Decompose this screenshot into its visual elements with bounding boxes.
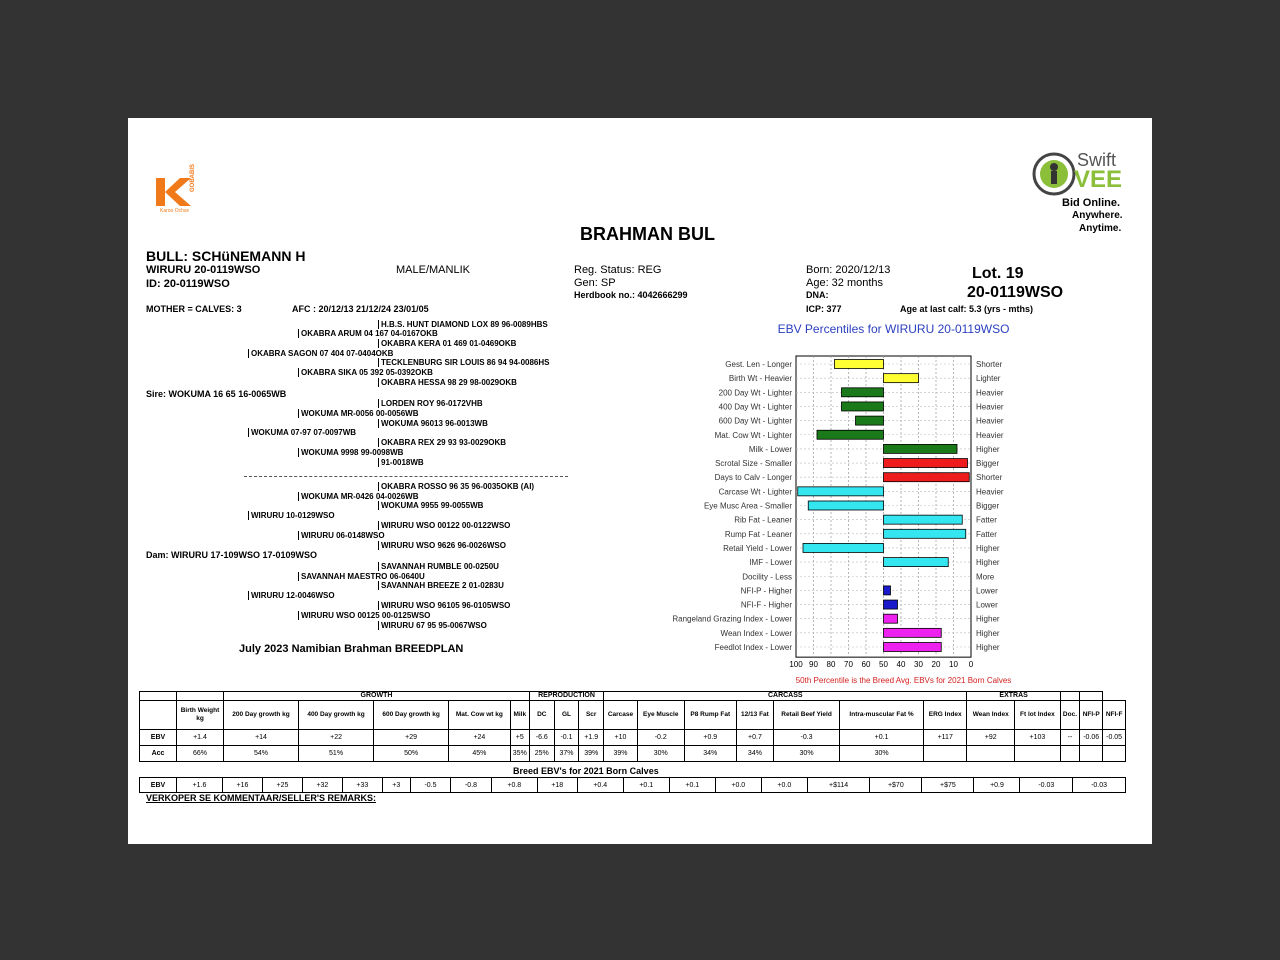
chart-tick-label: 70: [844, 660, 853, 670]
seller-remarks: VERKOPER SE KOMMENTAAR/SELLER'S REMARKS:: [146, 793, 376, 803]
pedigree-line: WIRURU WSO 9626 96-0026WSO: [378, 541, 506, 550]
chart-row-label-right: Heavier: [976, 388, 1004, 398]
chart-tick-label: 100: [789, 660, 803, 670]
group-carcass: CARCASS: [604, 692, 967, 701]
swiftvee-logo: [1032, 152, 1122, 238]
column-header: 600 Day growth kg: [374, 701, 449, 730]
chart-tick-label: 30: [914, 660, 923, 670]
chart-bar: [884, 473, 970, 482]
pedigree-line: SAVANNAH BREEZE 2 01-0283U: [378, 581, 504, 590]
lot-number: Lot. 19: [972, 265, 1024, 282]
breed-ebv-cell: +0.1: [623, 778, 669, 793]
chart-row-label-right: Heavier: [976, 416, 1004, 426]
logo-brand-side: GOBABIS: [190, 163, 196, 192]
afc: AFC : 20/12/13 21/12/24 23/01/05: [292, 304, 429, 314]
acc-cell: 25%: [529, 746, 554, 762]
pedigree-line: LORDEN ROY 96-0172VHB: [378, 399, 483, 408]
chart-row-label-right: Shorter: [976, 360, 1003, 369]
group-growth: GROWTH: [224, 692, 530, 701]
chart-row-label-left: NFI-F - Higher: [740, 600, 792, 610]
pedigree-line: OKABRA SIKA 05 392 05-0392OKB: [298, 368, 433, 377]
breed-ebv-cell: -0.5: [410, 778, 451, 793]
chart-bar: [808, 501, 883, 510]
pedigree-line: OKABRA REX 29 93 93-0029OKB: [378, 438, 506, 447]
breed-ebv-table: [139, 777, 1126, 793]
breed-ebv-cell: +$70: [870, 778, 922, 793]
dna: DNA:: [806, 290, 829, 300]
breed-ebv-cell: +$114: [807, 778, 870, 793]
ebv-percentile-chart: [628, 318, 1018, 690]
acc-cell: [1014, 746, 1060, 762]
age-last-calf: Age at last calf: 5.3 (yrs - mths): [900, 304, 1034, 314]
breed-ebv-cell: +$75: [922, 778, 974, 793]
column-header: DC: [529, 701, 554, 730]
chart-row-label-left: Milk - Lower: [748, 444, 792, 454]
acc-cell: 30%: [637, 746, 684, 762]
column-header: Carcase: [604, 701, 638, 730]
chart-row-label-left: Wean Index - Lower: [720, 628, 792, 638]
chart-tick-label: 40: [896, 660, 906, 670]
chart-row-label-left: Gest. Len - Longer: [725, 360, 792, 369]
karoo-ochse-logo: [154, 163, 204, 218]
sire: Sire: WOKUMA 16 65 16-0065WB: [146, 389, 287, 399]
chart-row-label-left: 400 Day Wt - Lighter: [718, 402, 792, 412]
ebv-cell: +1.9: [579, 730, 604, 746]
chart-row-label-left: Mat. Cow Wt - Lighter: [714, 430, 792, 440]
pedigree-line: OKABRA ARUM 04 167 04-0167OKB: [298, 329, 438, 338]
chart-tick-label: 20: [931, 660, 941, 670]
table-group-header-row: [140, 692, 1126, 701]
chart-tick-label: 10: [949, 660, 958, 670]
chart-row-label-left: Rib Fat - Leaner: [734, 515, 792, 525]
column-header: Intra-muscular Fat %: [840, 701, 924, 730]
acc-cell: 45%: [449, 746, 511, 762]
column-header: 200 Day growth kg: [224, 701, 299, 730]
ebv-cell: +14: [224, 730, 299, 746]
document-page: [128, 118, 1152, 844]
ebv-cell: -0.1: [554, 730, 579, 746]
chart-row-label-right: Heavier: [976, 430, 1004, 440]
animal-sex: MALE/MANLIK: [396, 264, 470, 276]
breed-ebv-cell: +0.4: [577, 778, 623, 793]
chart-row-label-right: Bigger: [976, 501, 1000, 511]
chart-row-label-left: 600 Day Wt - Lighter: [718, 416, 792, 426]
breed-ebv-cell: -0.03: [1073, 778, 1126, 793]
pedigree-line: OKABRA SAGON 07 404 07-0404OKB: [248, 349, 393, 358]
chart-row-label-right: Heavier: [976, 402, 1004, 412]
chart-title: EBV Percentiles for WIRURU 20-0119WSO: [777, 322, 1010, 336]
ebv-cell: -0.3: [773, 730, 839, 746]
pedigree-line: WIRURU 12-0046WSO: [248, 591, 335, 600]
chart-row-label-right: Fatter: [976, 515, 997, 525]
chart-bar: [884, 586, 891, 595]
breedplan-footer: July 2023 Namibian Brahman BREEDPLAN: [239, 643, 464, 655]
breed-ebv-cell: +0.1: [669, 778, 715, 793]
pedigree-line: WIRURU WSO 00122 00-0122WSO: [378, 521, 510, 530]
page-title: BRAHMAN BUL: [580, 224, 715, 244]
row-label-acc: Acc: [140, 746, 177, 762]
group-reproduction: REPRODUCTION: [529, 692, 603, 701]
swiftvee-badge-icon: [1032, 152, 1076, 196]
row-label-ebv: EBV: [140, 730, 177, 746]
breed-ebv-cell: +0.0: [761, 778, 807, 793]
ebv-cell: -6.6: [529, 730, 554, 746]
chart-row-label-right: Higher: [976, 444, 1000, 454]
pedigree-line: H.B.S. HUNT DIAMOND LOX 89 96-0089HBS: [378, 320, 548, 329]
column-header: P8 Rump Fat: [684, 701, 736, 730]
chart-bar: [856, 416, 884, 425]
breed-ebv-cell: -0.8: [451, 778, 492, 793]
chart-row-label-right: Higher: [976, 643, 1000, 652]
bull-name: BULL: SCHüNEMANN H: [146, 248, 306, 264]
born-date: Born: 2020/12/13: [806, 264, 891, 276]
chart-bar: [842, 402, 884, 411]
pedigree-line: WIRURU 67 95 95-0067WSO: [378, 621, 487, 630]
breed-ebv-cell: +16: [223, 778, 263, 793]
pedigree-divider: [244, 476, 568, 477]
ebv-table: [139, 691, 1126, 762]
dam: Dam: WIRURU 17-109WSO 17-0109WSO: [146, 550, 318, 560]
chart-tick-label: 0: [968, 660, 974, 670]
swiftvee-tag2: Anywhere.: [1072, 210, 1123, 221]
reg-status: Reg. Status: REG: [574, 264, 662, 276]
pedigree-line: WOKUMA MR-0426 04-0026WB: [298, 492, 419, 501]
chart-row-label-left: Scrotal Size - Smaller: [715, 459, 792, 469]
pedigree-line: WIRURU 06-0148WSO: [298, 531, 385, 540]
column-header: NFI-P: [1080, 701, 1103, 730]
acc-cell: 39%: [579, 746, 604, 762]
column-header: Retail Beef Yield: [773, 701, 839, 730]
ebv-cell: +92: [967, 730, 1015, 746]
swiftvee-word1: Swift: [1077, 150, 1117, 170]
gen: Gen: SP: [574, 277, 616, 289]
chart-row-label-right: Lower: [976, 600, 998, 610]
chart-row-label-left: NFI-P - Higher: [740, 586, 792, 596]
chart-bar: [884, 529, 966, 538]
acc-cell: [1103, 746, 1126, 762]
breed-ebv-title: Breed EBV's for 2021 Born Calves: [513, 766, 659, 776]
pedigree-line: SAVANNAH RUMBLE 00-0250U: [378, 562, 499, 571]
breed-ebv-cell: +25: [262, 778, 302, 793]
acc-cell: 30%: [840, 746, 924, 762]
ebv-cell: +117: [923, 730, 966, 746]
table-row-breed: [140, 778, 1126, 793]
swiftvee-word2: VEE: [1074, 166, 1123, 193]
breed-ebv-cell: +0.9: [974, 778, 1020, 793]
pedigree-line: WIRURU WSO 96105 96-0105WSO: [378, 601, 510, 610]
breed-ebv-cell: +0.0: [715, 778, 761, 793]
breed-ebv-cell: +32: [302, 778, 342, 793]
chart-row-label-right: Higher: [976, 628, 1000, 638]
animal-name: WIRURU 20-0119WSO: [146, 264, 261, 276]
chart-row-label-right: More: [976, 572, 995, 582]
acc-cell: [1080, 746, 1103, 762]
chart-bar: [884, 643, 942, 652]
chart-bar: [884, 459, 968, 468]
pedigree-line: WIRURU WSO 00125 00-0125WSO: [298, 611, 430, 620]
breed-ebv-cell: +3: [382, 778, 410, 793]
chart-tick-label: 80: [826, 660, 836, 670]
chart-row-label-right: Lower: [976, 586, 998, 596]
chart-row-label-left: Docility - Less: [742, 572, 792, 582]
pedigree-line: OKABRA ROSSO 96 35 96-0035OKB (AI): [378, 482, 534, 491]
column-header: 400 Day growth kg: [299, 701, 374, 730]
column-header: NFI-F: [1103, 701, 1126, 730]
chart-bar: [803, 543, 884, 552]
row-label-breed-ebv: EBV: [140, 778, 177, 793]
acc-cell: 37%: [554, 746, 579, 762]
column-header: Eye Muscle: [637, 701, 684, 730]
icp: ICP: 377: [806, 304, 842, 314]
table-row-ebv: [140, 730, 1126, 746]
column-header: ERG Index: [923, 701, 966, 730]
chart-row-label-right: Bigger: [976, 459, 1000, 469]
chart-bar: [835, 360, 884, 369]
chart-bar: [884, 558, 949, 567]
chart-bar: [884, 614, 898, 623]
chart-row-label-left: Retail Yield - Lower: [723, 543, 792, 553]
ebv-cell: +103: [1014, 730, 1060, 746]
acc-cell: 54%: [224, 746, 299, 762]
pedigree-line: WOKUMA 9998 99-0098WB: [298, 448, 403, 457]
acc-cell: 34%: [684, 746, 736, 762]
acc-cell: 35%: [510, 746, 529, 762]
pedigree-line: WOKUMA 9955 99-0055WB: [378, 501, 483, 510]
chart-row-label-left: Eye Musc Area - Smaller: [703, 501, 792, 511]
chart-bar: [884, 374, 919, 383]
lot-id: 20-0119WSO: [967, 284, 1064, 301]
acc-cell: 30%: [773, 746, 839, 762]
ebv-cell: +10: [604, 730, 638, 746]
breed-ebv-cell: +18: [537, 778, 577, 793]
chart-row-label-right: Fatter: [976, 529, 997, 539]
animal-id: ID: 20-0119WSO: [146, 278, 230, 290]
column-header: Milk: [510, 701, 529, 730]
chart-row-label-left: Rangeland Grazing Index - Lower: [672, 614, 792, 624]
pedigree-line: 91-0018WB: [378, 458, 424, 467]
column-header: Scr: [579, 701, 604, 730]
column-header: Wean Index: [967, 701, 1015, 730]
ebv-cell: +24: [449, 730, 511, 746]
acc-cell: 34%: [736, 746, 773, 762]
chart-row-label-left: 200 Day Wt - Lighter: [718, 388, 792, 398]
ebv-cell: -0.2: [637, 730, 684, 746]
swiftvee-tag3: Anytime.: [1079, 223, 1122, 234]
chart-row-label-right: Higher: [976, 543, 1000, 553]
acc-cell: 50%: [374, 746, 449, 762]
ebv-cell: +0.1: [840, 730, 924, 746]
ebv-cell: -0.06: [1080, 730, 1103, 746]
column-header: Birth Weight kg: [177, 701, 224, 730]
acc-cell: 66%: [177, 746, 224, 762]
ebv-cell: +1.4: [177, 730, 224, 746]
chart-row-label-left: Carcase Wt - Lighter: [718, 487, 792, 497]
chart-tick-label: 90: [809, 660, 818, 670]
chart-row-label-right: Shorter: [976, 473, 1003, 483]
chart-row-label-right: Lighter: [976, 374, 1001, 384]
column-header: Mat. Cow wt kg: [449, 701, 511, 730]
pedigree-line: WOKUMA 07-97 07-0097WB: [248, 428, 356, 437]
age: Age: 32 months: [806, 277, 884, 289]
breed-ebv-cell: +0.8: [491, 778, 537, 793]
logo-brand-under: Karoo Ochse: [160, 208, 190, 214]
ebv-cell: --: [1060, 730, 1079, 746]
pedigree-line: WOKUMA 96013 96-0013WB: [378, 419, 488, 428]
pedigree-line: TECKLENBURG SIR LOUIS 86 94 94-0086HS: [378, 358, 550, 367]
ebv-cell: +0.7: [736, 730, 773, 746]
column-header: Doc.: [1060, 701, 1079, 730]
pedigree-line: WIRURU 10-0129WSO: [248, 511, 335, 520]
chart-row-label-left: IMF - Lower: [749, 558, 792, 568]
column-header: 12/13 Fat: [736, 701, 773, 730]
chart-note: 50th Percentile is the Breed Avg. EBVs for 2021 Born Calves: [795, 676, 1012, 686]
chart-bar: [842, 388, 884, 397]
acc-cell: 39%: [604, 746, 638, 762]
ebv-cell: +29: [374, 730, 449, 746]
group-extras: EXTRAS: [967, 692, 1060, 701]
chart-row-label-left: Feedlot Index - Lower: [714, 643, 792, 652]
acc-cell: 51%: [299, 746, 374, 762]
chart-row-label-right: Higher: [976, 558, 1000, 568]
ebv-cell: +22: [299, 730, 374, 746]
chart-tick-label: 50: [879, 660, 888, 670]
breed-ebv-cell: +33: [342, 778, 382, 793]
chart-row-label-right: Higher: [976, 614, 1000, 624]
pedigree-line: OKABRA HESSA 98 29 98-0029OKB: [378, 378, 517, 387]
pedigree-line: SAVANNAH MAESTRO 06-0640U: [298, 572, 425, 581]
chart-bar: [884, 628, 942, 637]
table-column-header-row: [140, 701, 1126, 730]
chart-bar: [884, 600, 898, 609]
swiftvee-tag1: Bid Online.: [1062, 197, 1121, 209]
chart-bar: [817, 430, 884, 439]
chart-row-label-right: Heavier: [976, 487, 1004, 497]
breed-ebv-cell: +1.6: [177, 778, 223, 793]
acc-cell: [923, 746, 966, 762]
chart-row-label-left: Days to Calv - Longer: [714, 473, 792, 483]
chart-bar: [884, 515, 963, 524]
column-header: GL: [554, 701, 579, 730]
column-header: Ft lot Index: [1014, 701, 1060, 730]
chart-bar: [798, 487, 884, 496]
chart-bar: [884, 444, 958, 453]
table-row-acc: [140, 746, 1126, 762]
acc-cell: [1060, 746, 1079, 762]
ebv-cell: +5: [510, 730, 529, 746]
ebv-cell: -0.05: [1103, 730, 1126, 746]
ebv-cell: +0.9: [684, 730, 736, 746]
breed-ebv-cell: -0.03: [1020, 778, 1073, 793]
pedigree-line: OKABRA KERA 01 469 01-0469OKB: [378, 339, 516, 348]
pedigree-line: WOKUMA MR-0056 00-0056WB: [298, 409, 419, 418]
acc-cell: [967, 746, 1015, 762]
herdbook-number: Herdbook no.: 4042666299: [574, 290, 688, 300]
chart-row-label-left: Rump Fat - Leaner: [724, 529, 792, 539]
chart-tick-label: 60: [861, 660, 871, 670]
mother-calves: MOTHER = CALVES: 3: [146, 304, 242, 314]
chart-row-label-left: Birth Wt - Heavier: [728, 374, 792, 384]
